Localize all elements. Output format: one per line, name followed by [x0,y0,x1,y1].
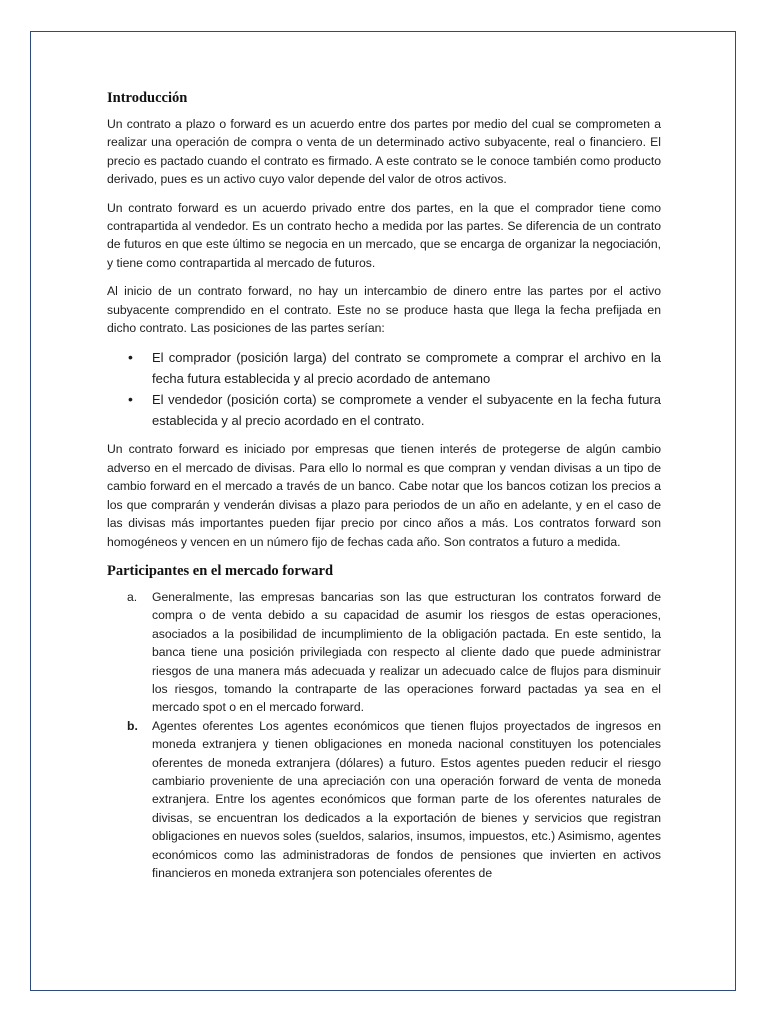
list-item-text: Generalmente, las empresas bancarias son las que estructuran los contratos forward de compra o de venta debido a su capacidad de asumir los riesgos de estas operaciones, asociados a la posibilidad de incumplimiento de la obligación pactada. En este sentido, la banca tiene una posición privilegiada con respecto al cliente dado que puede administrar riesgos de una manera más adecuada y realizar un adecuado calce de flujos para disminuir los riesgos, tomando la contraparte de las operaciones forward pactadas ya sea en el mercado spot o en el mercado forward. [152,589,661,715]
list-marker: b. [127,718,138,733]
paragraph: Al inicio de un contrato forward, no hay un intercambio de dinero entre las partes por el activo subyacente comprendido en el contrato. Este no se produce hasta que llega la fecha prefijada en dicho contrato. Las posiciones de las partes serían: [107,284,661,336]
list-item [107,717,661,883]
paragraph: Un contrato forward es iniciado por empresas que tienen interés de protegerse de algún cambio adverso en el mercado de divisas. Para ello lo normal es que compran y vendan divisas a un tipo de cambio forward en el mercado a través de un banco. Cabe notar que los bancos cotizan los precios a los que comprarán y venderán divisas a plazo para periodos de un año en adelante, y en el caso de las divisas más importantes pueden fijar precio por cinco años a más. Los contratos forward son homogéneos y vencen en un número fijo de fechas cada año. Son contratos a futuro a medida. [107,442,661,549]
list-item [107,588,661,717]
list-item-text: Agentes oferentes Los agentes económicos que tienen flujos proyectados de ingresos en moneda extranjera y tienen obligaciones en moneda nacional constituyen los potenciales oferentes de moneda extranjera (dólares) a futuro. Estos agentes pueden reducir el riesgo cambiario proveniente de una apreciación con una operación forward de venta de moneda extranjera. Entre los agentes económicos que forman parte de los oferentes naturales de divisas, se encuentran los dedicados a la exportación de bienes y servicios que registran obligaciones en nuevos soles (sueldos, salarios, insumos, impuestos, etc.) Asimismo, agentes económicos como las administradoras de fondos de pensiones que invierten en activos financieros en moneda extranjera son potenciales oferentes de [152,718,661,880]
list-marker: a. [127,589,138,604]
paragraph: Un contrato forward es un acuerdo privado entre dos partes, en la que el comprador tiene como contrapartida al vendedor. Es un contrato hecho a medida por las partes. Se diferencia de un contrato de futuros en que este último se negocia en un mercado, que se encarga de organizar la negociación, y tiene como contrapartida al mercado de futuros. [107,200,661,270]
lettered-list [107,588,661,883]
section-title-participantes: Participantes en el mercado forward [107,562,334,579]
document-body [107,88,661,882]
bullet-item: • El vendedor (posición corta) se compromete a vender el subyacente en la fecha futura establecida y al precio acordado en el contrato. [107,389,661,431]
section-title-introduccion: Introducción [107,90,188,106]
paragraph: Un contrato a plazo o forward es un acuerdo entre dos partes por medio del cual se comprometen a realizar una operación de compra o venta de un determinado activo subyacente, real o financiero. El precio es pactado cuando el contrato es firmado. A este contrato se le conoce también como producto derivado, pues es un activo cuyo valor depende del valor de otros activos. [107,117,661,187]
bullet-item: • El comprador (posición larga) del contrato se compromete a comprar el archivo en la fecha futura establecida y al precio acordado de antemano [107,347,661,389]
bullet-list [107,347,661,431]
